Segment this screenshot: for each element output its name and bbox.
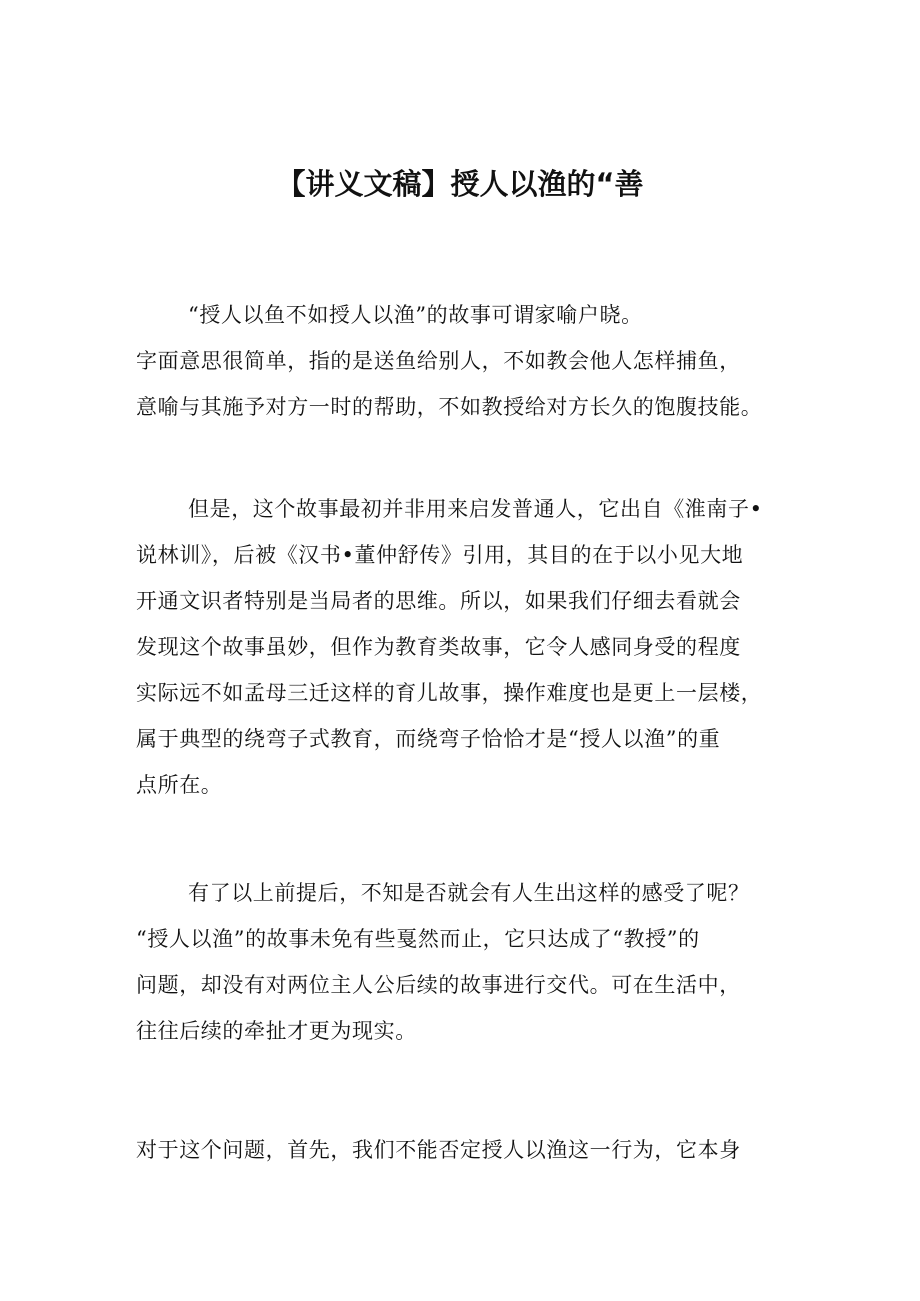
paragraph-line: 问题，却没有对两位主人公后续的故事进行交代。可在生活中，	[136, 973, 741, 997]
paragraph-line: 说林训》，后被《汉书•董仲舒传》引用，其目的在于以小见大地	[136, 543, 744, 567]
paragraph-line: 对于这个问题，首先，我们不能否定授人以渔这一行为，它本身	[136, 1138, 741, 1162]
document-title: 【讲义文稿】授人以渔的“善	[276, 167, 644, 201]
paragraph-line: 但是，这个故事最初并非用来启发普通人，它出自《淮南子•	[188, 497, 763, 521]
paragraph-2	[136, 486, 836, 808]
paragraph-line: 属于典型的绕弯子式教育，而绕弯子恰恰才是“授人以渔”的重	[136, 727, 721, 751]
paragraph-line: 发现这个故事虽妙，但作为教育类故事，它令人感同身受的程度	[136, 635, 741, 659]
paragraph-4	[136, 1127, 836, 1173]
paragraph-line: 有了以上前提后，不知是否就会有人生出这样的感受了呢？	[188, 881, 750, 905]
paragraph-line: 往往后续的牵扯才更为现实。	[136, 1019, 417, 1043]
paragraph-line: 字面意思很简单，指的是送鱼给别人，不如教会他人怎样捕鱼，	[136, 349, 741, 373]
paragraph-line: “授人以渔”的故事未免有些戛然而止，它只达成了“教授”的	[136, 927, 700, 951]
paragraph-line: 意喻与其施予对方一时的帮助，不如教授给对方长久的饱腹技能。	[136, 395, 763, 419]
paragraph-line: 点所在。	[136, 773, 223, 797]
paragraph-3	[136, 870, 836, 1054]
paragraph-line: 实际远不如孟母三迁这样的育儿故事，操作难度也是更上一层楼，	[136, 681, 763, 705]
paragraph-line: “授人以鱼不如授人以渔”的故事可谓家喻户晓。	[188, 303, 643, 327]
paragraph-1	[136, 292, 836, 430]
paragraph-line: 开通文识者特别是当局者的思维。所以，如果我们仔细去看就会	[136, 589, 741, 613]
